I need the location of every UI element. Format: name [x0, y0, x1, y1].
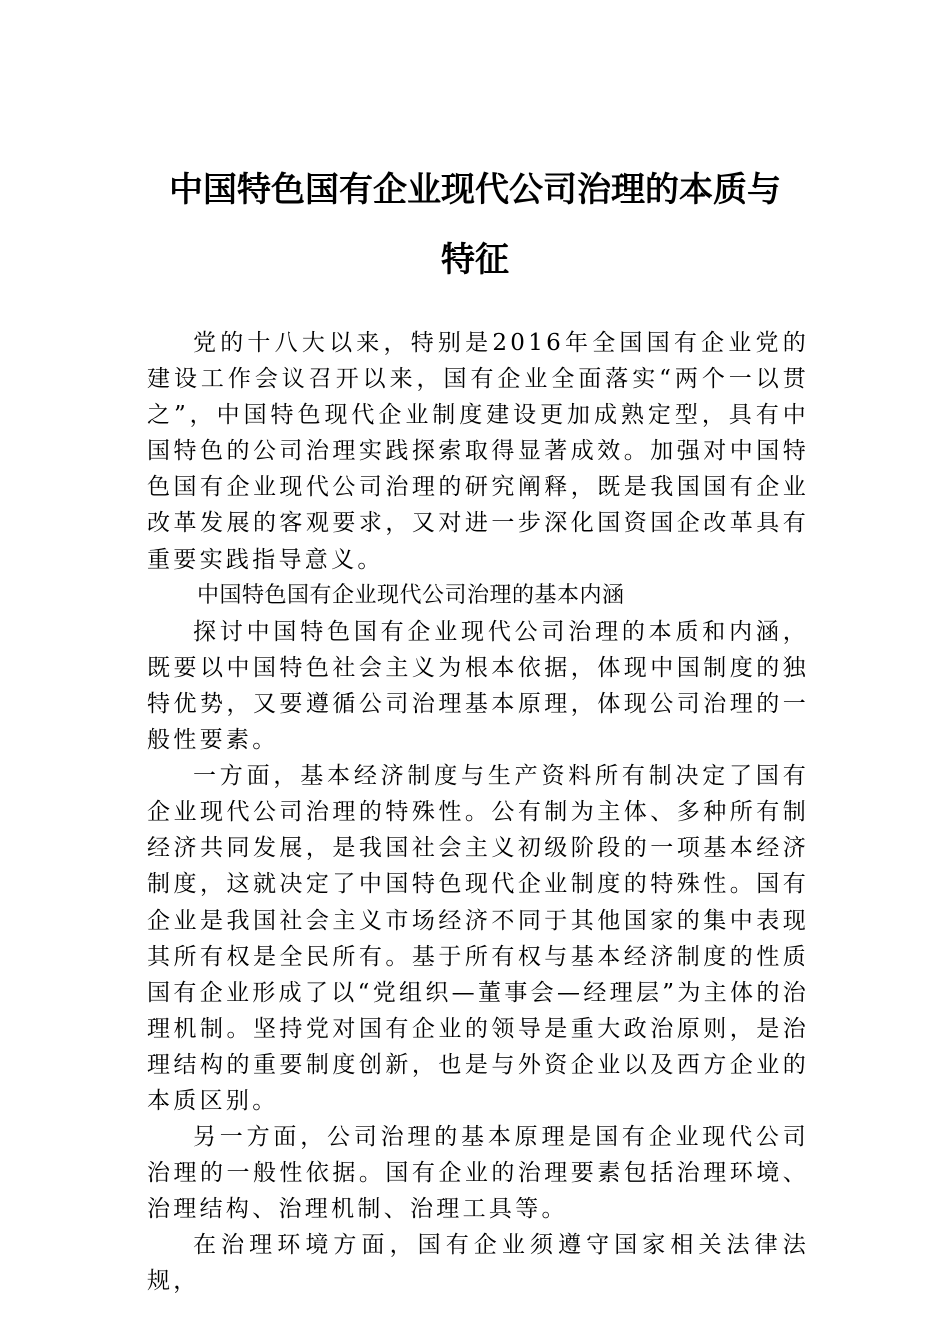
section-heading: 中国特色国有企业现代公司治理的基本内涵 [197, 582, 625, 608]
paragraph-explore: 探讨中国特色国有企业现代公司治理的本质和内涵，既要以中国特色社会主义为根本依据，体现中国制度的独特优势，又要遵循公司治理基本原理，体现公司治理的一般性要素。 [147, 618, 809, 754]
document-body [147, 325, 809, 1300]
paragraph-other-aspect: 另一方面，公司治理的基本原理是国有企业现代公司治理的一般性依据。国有企业的治理要素包括治理环境、治理结构、治理机制、治理工具等。 [147, 1124, 809, 1223]
paragraph-environment: 在治理环境方面，国有企业须遵守国家相关法律法规， [147, 1232, 809, 1295]
document-title-line-1: 中国特色国有企业现代公司治理的本质与 [169, 170, 781, 210]
paragraph-intro: 党的十八大以来，特别是2016年全国国有企业党的建设工作会议召开以来，国有企业全面落实“两个一以贯之”，中国特色现代企业制度建设更加成熟定型，具有中国特色的公司治理实践探索取得显著成效。加强对中国特色国有企业现代公司治理的研究阐释，既是我国国有企业改革发展的客观要求，又对进一步深化国资国企改革具有重要实践指导意义。 [147, 330, 809, 573]
document-title-line-2: 特征 [441, 240, 509, 280]
paragraph-one-aspect: 一方面，基本经济制度与生产资料所有制决定了国有企业现代公司治理的特殊性。公有制为主体、多种所有制经济共同发展，是我国社会主义初级阶段的一项基本经济制度，这就决定了中国特色现代企业制度的特殊性。国有企业是我国社会主义市场经济不同于其他国家的集中表现其所有权是全民所有。基于所有权与基本经济制度的性质国有企业形成了以“党组织—董事会—经理层”为主体的治理机制。坚持党对国有企业的领导是重大政治原则，是治理结构的重要制度创新，也是与外资企业以及西方企业的本质区别。 [147, 763, 809, 1114]
